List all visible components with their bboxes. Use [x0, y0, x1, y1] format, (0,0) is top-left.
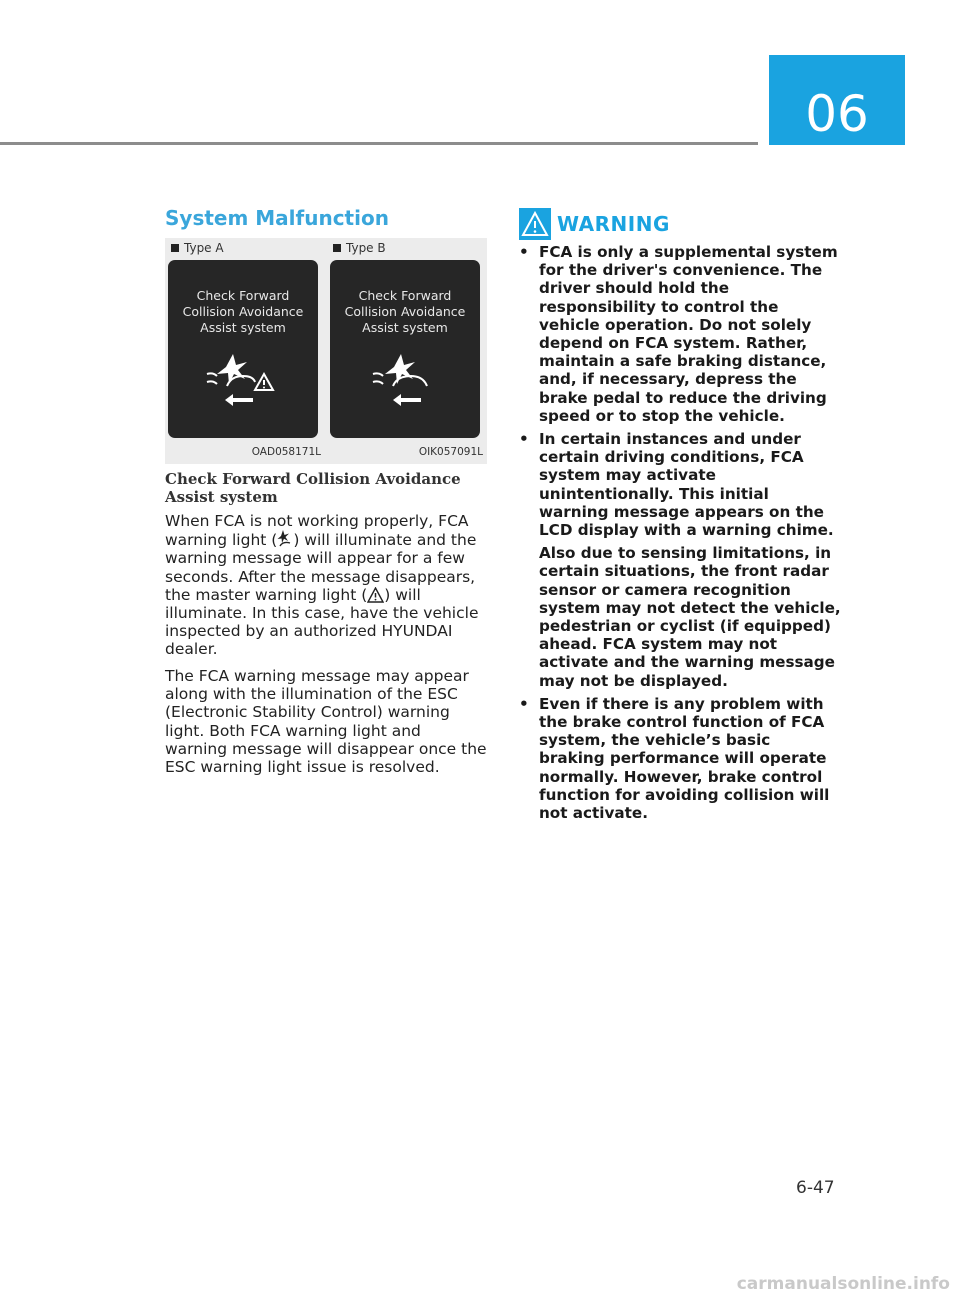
display-message: Check Forward Collision Avoidance Assist system	[344, 288, 466, 335]
figure-panel-type-a	[165, 238, 325, 464]
bullet-icon: •	[519, 243, 529, 261]
display-message: Check Forward Collision Avoidance Assist system	[182, 288, 304, 335]
figure-code: OAD058171L	[251, 446, 321, 458]
bullet-icon: •	[519, 430, 529, 449]
subsection-heading: Check Forward Collision Avoidance Assist system	[165, 470, 461, 506]
warning-triangle-icon	[519, 208, 551, 240]
figure-panel-type-b	[327, 238, 487, 464]
warning-item: • In certain instances and under certain driving conditions, FCA system may activate unintentionally. This initial warning message appears on the LCD display with a warning chime. Also due to sensing limitations, in certain situations, the front radar sensor or camera recognition system may not detect the vehicle, pedestrian or cyclist (if equipped) ahead. FCA system may not activate and the warning message may not be displayed.	[519, 430, 841, 690]
warning-item: • Even if there is any problem with the brake control function of FCA system, the vehicle’s basic braking performance will operate normally. However, brake control function for avoiding collision will not activate.	[519, 694, 830, 823]
chapter-number: 06	[805, 85, 869, 143]
bullet-icon: •	[519, 694, 529, 713]
square-bullet-icon	[333, 244, 341, 252]
fca-warning-light-icon	[277, 530, 293, 548]
square-bullet-icon	[171, 244, 179, 252]
cluster-display	[330, 260, 480, 438]
section-title: System Malfunction	[165, 206, 389, 230]
fca-warning-icon	[365, 352, 445, 412]
figure-code: OIK057091L	[418, 446, 483, 458]
body-paragraph-1: When FCA is not working properly, FCA warning light ( ) will illuminate and the warning message will appear for a few seconds. After the message disappears, the master warning light ( ) will illuminate. In this case, have the vehicle inspected by an authorized HYUNDAI dealer.	[165, 512, 479, 659]
cluster-figure	[165, 238, 487, 464]
cluster-display	[168, 260, 318, 438]
body-paragraph-2: The FCA warning message may appear along with the illumination of the ESC (Electronic Stability Control) warning light. Both FCA warning light and warning message will disappear once the ESC warning light issue is resolved.	[165, 667, 487, 777]
fca-warning-with-triangle-icon	[203, 352, 283, 412]
warning-title: WARNING	[557, 212, 670, 236]
chapter-tab	[769, 55, 905, 145]
page-number: 6-47	[796, 1178, 835, 1198]
header-rule	[0, 142, 758, 145]
master-warning-light-icon	[367, 587, 384, 603]
figure-type-label: Type A	[171, 241, 224, 255]
warning-list	[519, 243, 841, 827]
figure-type-label: Type B	[333, 241, 386, 255]
warning-item: • FCA is only a supplemental system for the driver's convenience. The driver should hold the responsibility to control the vehicle operation. Do not solely depend on FCA system. Rather, maintain a safe braking distance, and, if necessary, depress the brake pedal to reduce the driving speed or to stop the vehicle.	[519, 243, 838, 425]
watermark: carmanualsonline.info	[736, 1274, 950, 1294]
